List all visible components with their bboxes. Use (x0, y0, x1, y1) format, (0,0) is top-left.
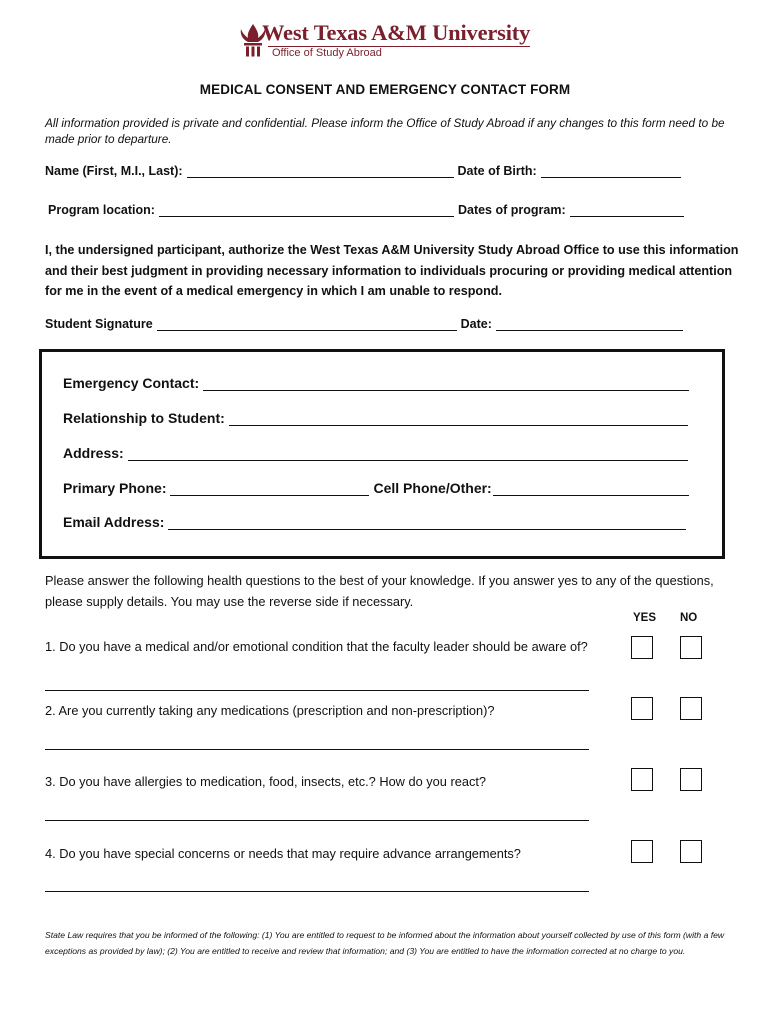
program-location-input[interactable] (159, 204, 454, 217)
question-2-no-checkbox[interactable] (680, 697, 702, 720)
email-label: Email Address: (63, 514, 165, 530)
emergency-contact-row (63, 375, 689, 391)
emergency-contact-input[interactable] (203, 377, 689, 391)
university-name: West Texas A&M University (262, 20, 531, 45)
program-location-label: Program location: (48, 203, 155, 217)
signature-row (45, 317, 683, 331)
primary-phone-input[interactable] (170, 482, 369, 496)
no-column-header: NO (680, 612, 698, 624)
dob-input[interactable] (541, 165, 681, 178)
question-2: 2. Are you currently taking any medications (prescription and non-prescription)? (45, 703, 495, 718)
question-3-no-checkbox[interactable] (680, 768, 702, 791)
name-input[interactable] (187, 165, 454, 178)
dates-of-program-label: Dates of program: (457, 203, 566, 217)
address-label: Address: (63, 445, 124, 461)
question-1-answer-line[interactable] (45, 690, 589, 691)
signature-date-input[interactable] (496, 318, 683, 331)
question-3: 3. Do you have allergies to medication, food, insects, etc.? How do you react? (45, 774, 487, 789)
question-1: 1. Do you have a medical and/or emotional condition that the faculty leader should be aware of? (45, 639, 588, 654)
primary-phone-label: Primary Phone: (63, 480, 167, 496)
office-name: Office of Study Abroad (272, 47, 382, 59)
name-label: Name (First, M.I., Last): (45, 164, 183, 178)
question-1-yes-checkbox[interactable] (631, 636, 653, 659)
cell-phone-input[interactable] (493, 482, 689, 496)
question-2-answer-line[interactable] (45, 749, 589, 750)
question-4-answer-line[interactable] (45, 891, 589, 892)
question-4-yes-checkbox[interactable] (631, 840, 653, 863)
student-signature-input[interactable] (157, 318, 457, 331)
dob-label: Date of Birth: (457, 164, 537, 178)
student-signature-label: Student Signature (45, 317, 153, 331)
question-3-yes-checkbox[interactable] (631, 768, 653, 791)
address-row (63, 445, 688, 461)
authorization-text: I, the undersigned participant, authorize the West Texas A&M University Study Abroad Office to use this information and their best judgment in providing necessary information to individuals procuring or providing medical attention for me in the event of a medical emergency in which I am unable to respond. (45, 243, 739, 298)
name-field-row (45, 164, 681, 178)
emergency-contact-label: Emergency Contact: (63, 375, 200, 391)
question-4-no-checkbox[interactable] (680, 840, 702, 863)
email-row (63, 514, 686, 530)
program-field-row (48, 203, 684, 217)
yes-column-header: YES (633, 612, 657, 624)
relationship-input[interactable] (229, 412, 688, 426)
relationship-row (63, 410, 688, 426)
signature-date-label: Date: (460, 317, 492, 331)
email-input[interactable] (168, 516, 686, 530)
intro-text: All information provided is private and confidential. Please inform the Office of Study Abroad if any changes to this form need to be made prior to departure. (45, 116, 725, 146)
form-title: MEDICAL CONSENT AND EMERGENCY CONTACT FORM (199, 82, 571, 97)
question-3-answer-line[interactable] (45, 820, 589, 821)
question-2-yes-checkbox[interactable] (631, 697, 653, 720)
health-intro-text: Please answer the following health questions to the best of your knowledge. If you answer yes to any of the questions, please supply details. You may use the reverse side if necessary. (45, 573, 714, 609)
state-law-notice: State Law requires that you be informed of the following: (1) You are entitled to request to be informed about the information about yourself collected by use of this form (with a few exceptions as provided by law); (2) You are entitled to receive and review that information; and (3) You are entitled to have the information corrected at no charge to you. (45, 930, 725, 956)
phone-row (63, 480, 689, 496)
relationship-label: Relationship to Student: (63, 410, 225, 426)
dates-of-program-input[interactable] (570, 204, 684, 217)
cell-phone-label: Cell Phone/Other: (373, 480, 492, 496)
question-4: 4. Do you have special concerns or needs that may require advance arrangements? (45, 846, 521, 861)
address-input[interactable] (128, 447, 688, 461)
question-1-no-checkbox[interactable] (680, 636, 702, 659)
